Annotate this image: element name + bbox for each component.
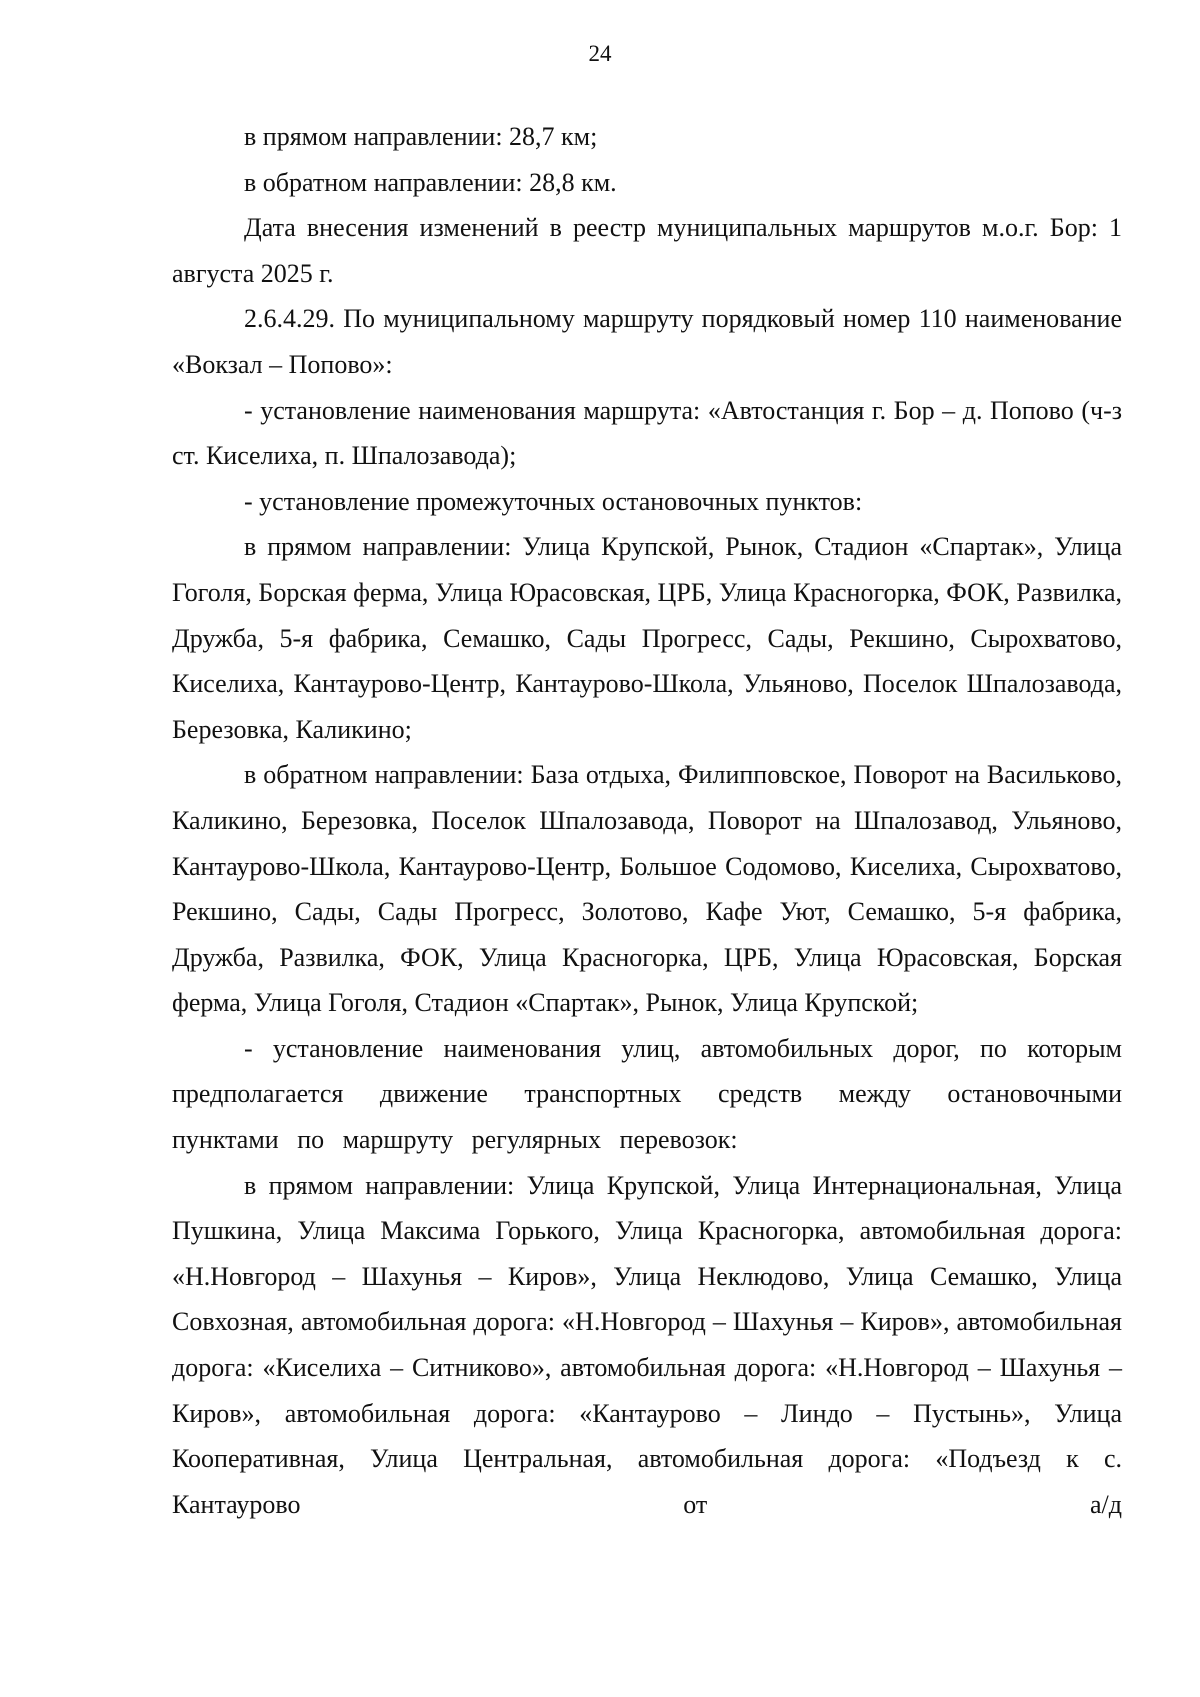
page-number: 24 bbox=[588, 41, 612, 66]
paragraph-stops-heading: - установление промежуточных остановочных пунктов: bbox=[244, 486, 863, 516]
paragraph-forward-stops: в прямом направлении: Улица Крупской, Рынок, Стадион «Спартак», Улица Гоголя, Борская ферма, Улица Юрасовская, ЦРБ, Улица Красногорка, ФОК, Развилка, Дружба, 5-я фабрика, Семашко, Сады Прогресс, Сады, Рекшино, Сырохватово, Киселиха, Кантаурово-Центр, Кантаурово-Школа, Ульяново, Поселок Шпалозавода, Березовка, Каликино; bbox=[172, 532, 1122, 744]
paragraph-registry-date: Дата внесения изменений в реестр муниципальных маршрутов м.о.г. Бор: 1 августа 2025 г. bbox=[172, 213, 1122, 288]
paragraph-streets-heading: - установление наименования улиц, автомобильных дорог, по которым предполагается движение транспортных средств между остановочными пунктами по маршруту регулярных перевозок: bbox=[172, 1033, 1122, 1155]
paragraph-forward-streets: в прямом направлении: Улица Крупской, Улица Интернациональная, Улица Пушкина, Улица Максима Горького, Улица Красногорка, автомобильная дорога: «Н.Новгород – Шахунья – Киров», Улица Неклюдово, Улица Семашко, Улица Совхозная, автомобильная дорога: «Н.Новгород – Шахунья – Киров», автомобильная дорога: «Киселиха – Ситниково», автомобильная дорога: «Н.Новгород – Шахунья – Киров», автомобильная дорога: «Кантаурово – Линдо – Пустынь», Улица Кооперативная, Улица Центральная, автомобильная дорога: «Подъезд к с. Кантаурово от а/д bbox=[172, 1170, 1122, 1519]
paragraph-forward-distance: в прямом направлении: 28,7 км; bbox=[244, 122, 598, 151]
paragraph-route-name: - установление наименования маршрута: «Автостанция г. Бор – д. Попово (ч-з ст. Киселиха, п. Шпалозавода); bbox=[172, 395, 1122, 471]
paragraph-reverse-stops: в обратном направлении: База отдыха, Филипповское, Поворот на Васильково, Каликино, Березовка, Поселок Шпалозавода, Поворот на Шпалозавод, Ульяново, Кантаурово-Школа, Кантаурово-Центр, Большое Содомово, Киселиха, Сырохватово, Рекшино, Сады, Сады Прогресс, Золотово, Кафе Уют, Семашко, 5-я фабрика, Дружба, Развилка, ФОК, Улица Красногорка, ЦРБ, Улица Юрасовская, Борская ферма, Улица Гоголя, Стадион «Спартак», Рынок, Улица Крупской; bbox=[172, 760, 1122, 1018]
document-body bbox=[172, 114, 1122, 1527]
paragraph-reverse-distance: в обратном направлении: 28,8 км. bbox=[244, 167, 617, 197]
paragraph-route-110-heading: 2.6.4.29. По муниципальному маршруту порядковый номер 110 наименование «Вокзал – Попово»: bbox=[172, 304, 1122, 379]
